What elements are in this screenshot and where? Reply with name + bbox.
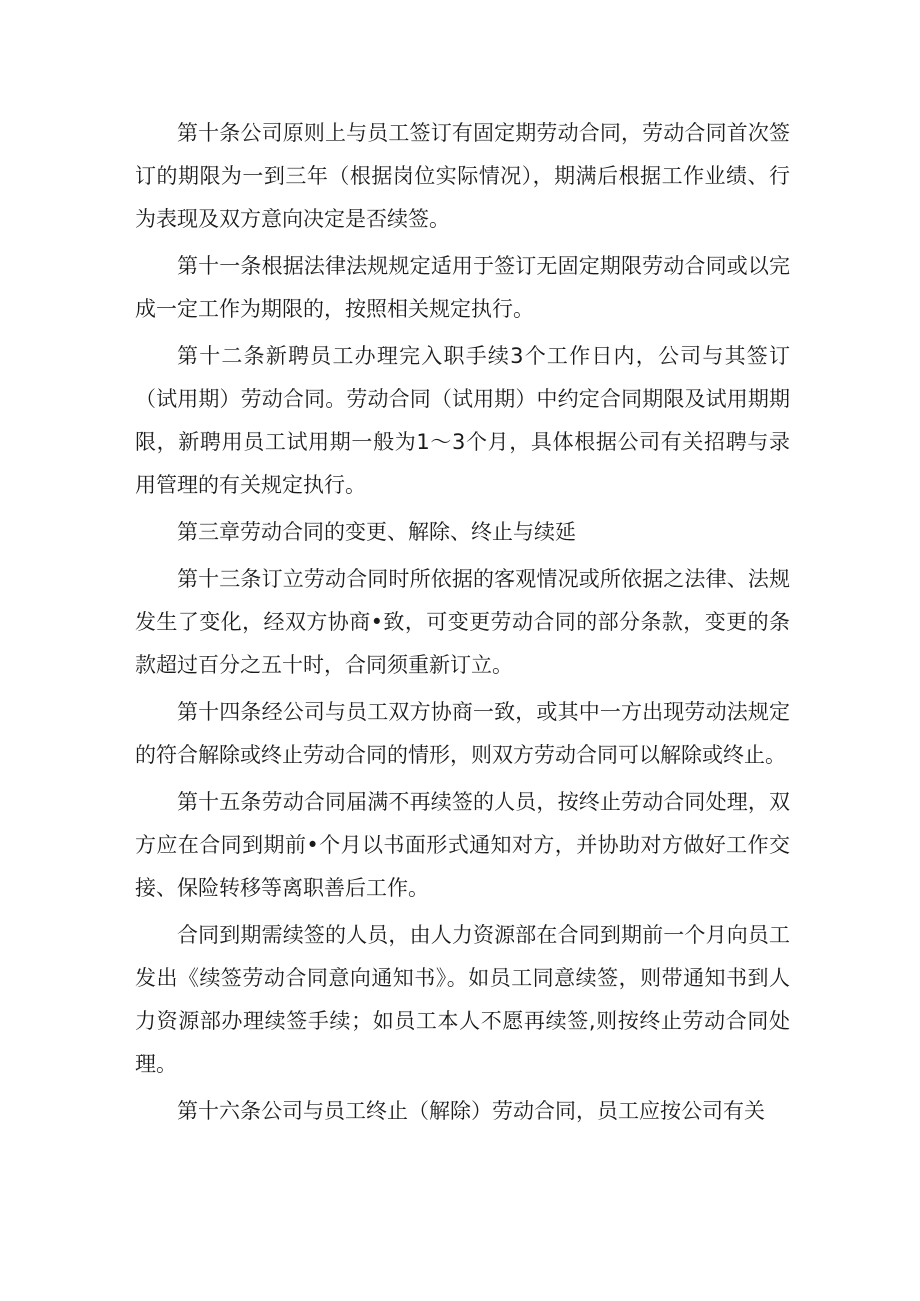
article-12-paragraph: 第十二条新聘员工办理完入职手续3个工作日内，公司与其签订（试用期）劳动合同。劳动合同（试用期）中约定合同期限及试用期期限，新聘用员工试用期一般为1〜3个月，具体根据公司有关招聘与录用管理的有关规定执行。 — [135, 344, 790, 497]
renewal-paragraph: 合同到期需续签的人员，由人力资源部在合同到期前一个月向员工发出《续签劳动合同意向通知书》。如员工同意续签，则带通知书到人力资源部办理续签手续；如员工本人不愿再续签,则按终止劳动合同处理。 — [135, 923, 790, 1076]
article-15-paragraph: 第十五条劳动合同届满不再续签的人员，按终止劳动合同处理，双方应在合同到期前•个月以书面形式通知对方，并协助对方做好工作交接、保险转移等离职善后工作。 — [135, 790, 790, 900]
article-13-paragraph: 第十三条订立劳动合同时所依据的客观情况或所依据之法律、法规发生了变化，经双方协商•致，可变更劳动合同的部分条款，变更的条款超过百分之五十时，合同须重新订立。 — [135, 567, 790, 677]
article-10-paragraph: 第十条公司原则上与员工签订有固定期劳动合同，劳动合同首次签订的期限为一到三年（根据岗位实际情况），期满后根据工作业绩、行为表现及双方意向决定是否续签。 — [135, 121, 790, 231]
article-16-paragraph: 第十六条公司与员工终止（解除）劳动合同，员工应按公司有关 — [177, 1099, 765, 1123]
article-11-paragraph: 第十一条根据法律法规规定适用于签订无固定期限劳动合同或以完成一定工作为期限的，按照相关规定执行。 — [135, 254, 790, 321]
chapter-3-heading: 第三章劳动合同的变更、解除、终止与续延 — [177, 520, 576, 544]
article-14-paragraph: 第十四条经公司与员工双方协商一致，或其中一方出现劳动法规定的符合解除或终止劳动合同的情形，则双方劳动合同可以解除或终止。 — [135, 700, 790, 767]
document-body — [135, 112, 790, 1137]
